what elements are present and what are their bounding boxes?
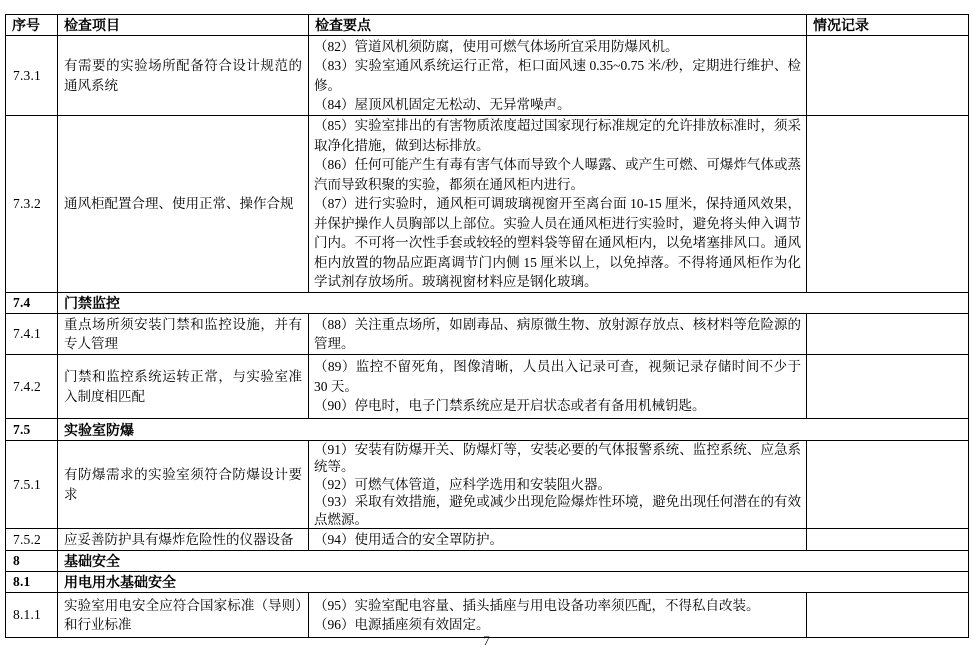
section-title-cell: 门禁监控	[58, 293, 969, 314]
inspection-checklist-table	[5, 14, 969, 638]
header-row	[6, 15, 969, 36]
points-cell	[309, 593, 807, 638]
section-row	[6, 572, 969, 593]
point-text: （86）任何可能产生有毒有害气体而导致个人曝露、或产生可燃、可爆炸气体或蒸汽而导致积聚的实验，都须在通风柜内进行。	[314, 157, 801, 192]
point-text: （87）进行实验时，通风柜可调玻璃视窗开至离台面 10-15 厘米，保持通风效果，并保护操作人员胸部以上部位。实验人员在通风柜进行实验时，避免将头伸入调节门内。不可将一次性手套或较轻的塑料袋等留在通风柜内，以免堵塞排风口。通风柜内放置的物品应距离调节门内侧 15 厘米以上，以免掉落。不得将通风柜作为化学试剂存放场所。玻璃视窗材料应是钢化玻璃。	[314, 196, 801, 290]
table-row	[6, 314, 969, 355]
point-text: （83）实验室通风系统运行正常，柜口面风速 0.35~0.75 米/秒，定期进行维护、检修。	[314, 58, 801, 93]
serial-cell: 7.4	[6, 293, 58, 314]
points-cell	[309, 314, 807, 355]
col-header-serial: 序号	[6, 15, 58, 36]
point-text: （96）电源插座须有效固定。	[314, 617, 490, 633]
record-cell	[807, 529, 969, 551]
section-title-cell: 用电用水基础安全	[58, 572, 969, 593]
table-row	[6, 355, 969, 419]
record-cell	[807, 314, 969, 355]
item-cell: 有防爆需求的实验室须符合防爆设计要求	[58, 441, 309, 529]
points-cell	[309, 529, 807, 551]
point-text: （85）实验室排出的有害物质浓度超过国家现行标准规定的允许排放标准时，须采取净化措施，做到达标排放。	[314, 118, 801, 153]
record-cell	[807, 441, 969, 529]
point-text: （95）实验室配电容量、插头插座与用电设备功率须匹配，不得私自改装。	[314, 597, 760, 613]
record-cell	[807, 593, 969, 638]
table-row	[6, 593, 969, 638]
point-text: （90）停电时，电子门禁系统应是开启状态或者有备用机械钥匙。	[314, 398, 706, 414]
page-number: 7	[483, 633, 490, 648]
table-row	[6, 529, 969, 551]
point-text: （84）屋顶风机固定无松动、无异常噪声。	[314, 97, 571, 112]
col-header-record: 情况记录	[807, 15, 969, 36]
serial-cell: 7.3.1	[6, 36, 58, 116]
serial-cell: 8	[6, 551, 58, 572]
serial-cell: 8.1	[6, 572, 58, 593]
point-text: （89）监控不留死角，图像清晰，人员出入记录可查，视频记录存储时间不少于 30 天。	[314, 359, 801, 394]
points-cell	[309, 36, 807, 116]
point-text: （92）可燃气体管道，应科学选用和安装阻火器。	[314, 476, 611, 492]
point-text: （94）使用适合的安全罩防护。	[314, 531, 503, 547]
point-text: （88）关注重点场所，如剧毒品、病原微生物、放射源存放点、核材料等危险源的管理。	[314, 316, 801, 351]
point-text: （82）管道风机须防腐，使用可燃气体场所宜采用防爆风机。	[314, 38, 679, 54]
section-title-cell: 实验室防爆	[58, 419, 969, 441]
col-header-item: 检查项目	[58, 15, 309, 36]
item-cell: 实验室用电安全应符合国家标准（导则）和行业标准	[58, 593, 309, 638]
section-row	[6, 419, 969, 441]
serial-cell: 7.4.2	[6, 355, 58, 419]
serial-cell: 7.5	[6, 419, 58, 441]
table-row	[6, 36, 969, 116]
point-text: （93）采取有效措施，避免或减少出现危险爆炸性环境，避免出现任何潜在的有效点燃源。	[314, 494, 801, 527]
section-title-cell: 基础安全	[58, 551, 969, 572]
serial-cell: 7.3.2	[6, 116, 58, 293]
serial-cell: 7.5.1	[6, 441, 58, 529]
points-cell	[309, 116, 807, 293]
record-cell	[807, 116, 969, 293]
points-cell	[309, 355, 807, 419]
table-row	[6, 116, 969, 293]
section-row	[6, 551, 969, 572]
point-text: （91）安装有防爆开关、防爆灯等，安装必要的气体报警系统、监控系统、应急系统等。	[314, 442, 801, 475]
item-cell: 应妥善防护具有爆炸危险性的仪器设备	[58, 529, 309, 551]
item-cell: 重点场所须安装门禁和监控设施，并有专人管理	[58, 314, 309, 355]
item-cell: 门禁和监控系统运转正常，与实验室准入制度相匹配	[58, 355, 309, 419]
item-cell: 通风柜配置合理、使用正常、操作合规	[58, 116, 309, 293]
serial-cell: 7.5.2	[6, 529, 58, 551]
item-cell: 有需要的实验场所配备符合设计规范的通风系统	[58, 36, 309, 116]
table-row	[6, 441, 969, 529]
record-cell	[807, 36, 969, 116]
record-cell	[807, 355, 969, 419]
serial-cell: 7.4.1	[6, 314, 58, 355]
points-cell	[309, 441, 807, 529]
section-row	[6, 293, 969, 314]
col-header-points: 检查要点	[309, 15, 807, 36]
serial-cell: 8.1.1	[6, 593, 58, 638]
